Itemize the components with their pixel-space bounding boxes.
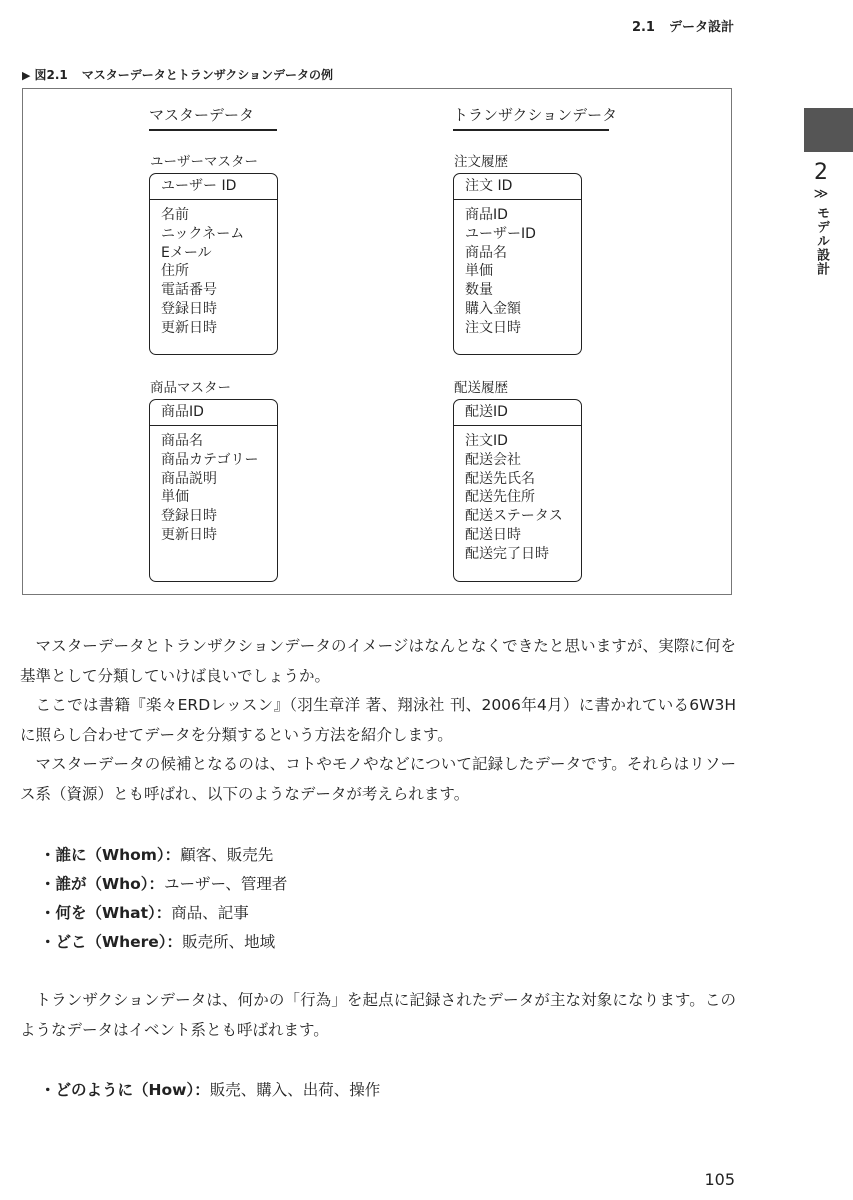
- entity-user-master: [149, 173, 278, 355]
- figure-caption: [22, 66, 333, 83]
- entity-field: 配送日時: [465, 526, 521, 543]
- entity-fields: [454, 200, 581, 338]
- bullet-label: ・誰が（Who）：: [40, 875, 165, 893]
- entity-field: 配送ステータス: [465, 508, 563, 525]
- bullet-label: ・誰に（Whom）：: [40, 846, 181, 864]
- entity-key: ユーザー ID: [150, 174, 277, 200]
- running-head: [632, 16, 734, 35]
- bullet-item: [40, 901, 249, 923]
- section-number: 2.1: [631, 20, 655, 35]
- entity-field: ユーザーID: [465, 225, 536, 242]
- entity-field: 配送完了日時: [465, 545, 549, 562]
- master-column-heading: マスターデータ: [149, 104, 277, 131]
- bullet-text: 販売所、地域: [182, 933, 276, 951]
- figure-box: [22, 88, 732, 595]
- page-number: 105: [704, 1170, 735, 1189]
- entity-field: 商品ID: [465, 207, 508, 223]
- bullet-item: [40, 843, 273, 865]
- bullet-label: ・どのように（How）：: [40, 1081, 210, 1099]
- entity-fields: [454, 426, 581, 564]
- chapter-number: 2: [814, 160, 828, 185]
- entity-title-user-master: ユーザーマスター: [150, 154, 258, 170]
- entity-field: 配送先住所: [465, 489, 535, 506]
- bullet-text: ユーザー、管理者: [164, 875, 288, 893]
- bullet-item: [40, 930, 275, 952]
- entity-title-product-master: 商品マスター: [150, 380, 231, 396]
- entity-field: 名前: [161, 207, 189, 223]
- entity-field: ニックネーム: [161, 225, 245, 242]
- entity-field: 商品説明: [161, 470, 217, 487]
- entity-key: 注文 ID: [454, 174, 581, 200]
- bullet-item: [40, 872, 287, 894]
- entity-order-history: [453, 173, 582, 355]
- chapter-title: モデル設計: [814, 206, 829, 276]
- entity-key: 配送ID: [454, 400, 581, 426]
- entity-field: 単価: [465, 263, 493, 280]
- entity-field: 商品名: [161, 433, 203, 449]
- bullet-text: 商品、記事: [171, 904, 249, 922]
- bullet-text: 販売、購入、出荷、操作: [209, 1081, 381, 1099]
- bullet-label: ・何を（What）：: [40, 904, 172, 922]
- entity-field: 登録日時: [161, 300, 217, 317]
- figure-caption-text: マスターデータとトランザクションデータの例: [81, 68, 334, 82]
- body-paragraph: マスターデータの候補となるのは、コトやモノやなどについて記録したデータです。それらはリソース系（資源）とも呼ばれ、以下のようなデータが考えられます。: [20, 755, 736, 803]
- entity-field: 配送会社: [465, 451, 521, 468]
- entity-product-master: [149, 399, 278, 582]
- body-paragraph: トランザクションデータは、何かの「行為」を起点に記録されたデータが主な対象になります。このようなデータはイベント系とも呼ばれます。: [20, 991, 736, 1039]
- entity-title-delivery-history: 配送履歴: [454, 380, 508, 396]
- entity-field: 数量: [465, 282, 493, 299]
- entity-field: 電話番号: [161, 282, 217, 299]
- caption-marker-icon: ▶: [22, 69, 31, 82]
- entity-field: 注文日時: [465, 319, 521, 336]
- entity-fields: [150, 426, 277, 545]
- entity-field: 更新日時: [161, 526, 217, 543]
- chevron-icon: ≫: [813, 186, 829, 202]
- entity-field: 配送先氏名: [465, 470, 535, 487]
- bullet-item: [40, 1078, 380, 1100]
- bullet-text: 顧客、販売先: [180, 846, 274, 864]
- entity-key: 商品ID: [150, 400, 277, 426]
- entity-delivery-history: [453, 399, 582, 582]
- entity-field: 商品カテゴリー: [161, 451, 259, 468]
- entity-field: 登録日時: [161, 508, 217, 525]
- section-title: データ設計: [668, 20, 734, 35]
- chapter-tab: [804, 108, 853, 152]
- entity-field: 注文ID: [465, 433, 508, 449]
- entity-field: 単価: [161, 489, 189, 506]
- body-paragraph: ここでは書籍『楽々ERDレッスン』（羽生章洋 著、翔泳社 刊、2006年4月）に書かれている6W3Hに照らし合わせてデータを分類するという方法を紹介します。: [20, 696, 736, 744]
- entity-field: 購入金額: [465, 300, 521, 317]
- entity-field: Eメール: [161, 244, 212, 261]
- bullet-label: ・どこ（Where）：: [40, 933, 183, 951]
- figure-number: 図2.1: [34, 68, 68, 82]
- entity-field: 住所: [161, 263, 189, 280]
- entity-field: 更新日時: [161, 319, 217, 336]
- entity-title-order-history: 注文履歴: [454, 154, 508, 170]
- body-paragraph: マスターデータとトランザクションデータのイメージはなんとなくできたと思いますが、実際に何を基準として分類していけば良いでしょうか。: [20, 637, 736, 685]
- entity-field: 商品名: [465, 244, 507, 261]
- transaction-column-heading: トランザクションデータ: [453, 104, 609, 131]
- entity-fields: [150, 200, 277, 338]
